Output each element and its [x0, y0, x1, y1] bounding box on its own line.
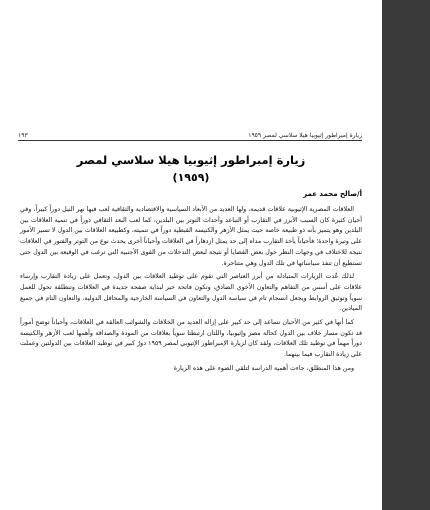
article-body: [20, 205, 362, 378]
running-header: [18, 132, 362, 141]
article-title: زيارة إمبراطور إثيوبيا هيلا سلاسي لمصر: [76, 153, 306, 167]
article-author: أ/صالح محمد عمر: [303, 190, 362, 198]
viewer-background: [382, 0, 430, 510]
paragraph: لذلك عُدت الزيارات المتبادلة من أبرز العناصر التي تقوم على توطيد العلاقات بين الدول، وتعمل على زيادة التقارب وإرساء علاقات على أسس من التفاهم والتعاون الأخوي الصادق، وتكون فاتحة خير لبداية صفحة جديدة في العلاقات وتنطلقة تحول للعمل سوياً وتوثيق الروابط ويجعل انسجام تام في سياسة الدول والتعاون في السياسة الخارجية والمحافل الدولية، والتعاون التام في جميع الميادين.: [20, 273, 362, 313]
paragraph: العلاقات المصرية الإثيوبية علاقات قديمة، ولها العديد من الأبعاد السياسية والاقتصادية والثقافية لعب فيها نهر النيل دوراً كبيراً، وفي أحيان كثيرة كان السبب الأبرز في التقارب أو التباعد وأحداث التوتر بين البلدين، كما لعب البعد الثقافي دوراً في تنمية العلاقات بين البلدين وهو يتميز بأنه ذو طبيعة خاصة حيث يمثل الأزهر والكنيسة القبطية دوراً في تنميته، وكطبيعة العلاقات بين الدول لا تسير الأمور على وتيرة واحدة؛ فأحياناً يأخذ التقارب مداه إلى حد يمثل ازدهاراً في العلاقات وأحياناً أخرى يحدث نوع من التوتر والفتور في العلاقات نتيجة للاختلاف في وجهات النظر حول بعض القضايا أو نتيجة لبعض التدخلات من القوى الأجنبية التي ترغب في الوقيعة بين الدول حتى تستطيع أن تنفذ سياساتها في تلك الدول وهي متناحرة.: [20, 206, 362, 267]
article-year: (١٩٥٩): [172, 171, 210, 184]
page-number: ١٩٣: [18, 132, 28, 139]
running-title: زيارة إمبراطور إثيوبيا هيلا سلاسي لمصر ١٩٥٩: [248, 132, 362, 139]
paragraph: ومن هذا المنطلق، جاءت أهمية الدراسة لتلقي الضوء على هذه الزيارة: [173, 364, 354, 372]
paragraph: كما أنها في كثير من الأحيان تساعد إلى حد كبير على إزالة العديد من الخلافات والشوائب العالقة في العلاقات، وأحياناً توضح أموراً قد تكون مسار خلاف بين الدول كحالة مصر وإثيوبيا، واللتان ارتبطتا سوياً بعلاقات من المودة والصداقة وأهمها لعب الأزهر والكنيسة دوراً مهماً في توطيد تلك العلاقات، ولقد كان لزيارة الإمبراطور الإثيوبي لمصر ١٩٥٩ دورٌ كبير في توطيد العلاقات بين الدولتين وعملت على زيادة التقارب فيما بينهما.: [20, 319, 362, 359]
